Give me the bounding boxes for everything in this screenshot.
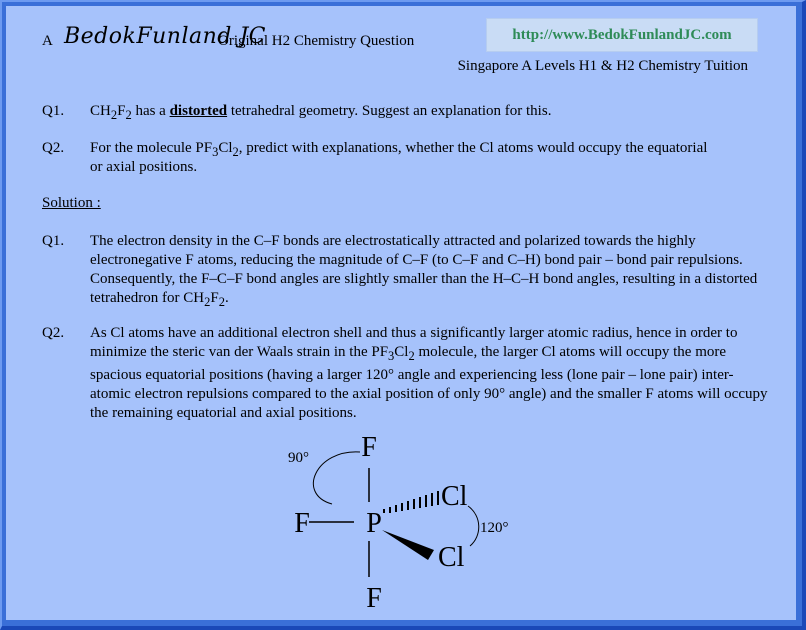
angle-label-120: 120° — [480, 520, 509, 536]
question-1-text: $CH_2F_2$ has a distorted tetrahedral geometry. Suggest an explanation for this. — [90, 103, 552, 122]
question-2-number: Q2. — [42, 140, 65, 156]
header-prefix: A — [42, 33, 53, 49]
question-2-text-line2: or axial positions. — [90, 159, 198, 175]
angle-arc-120 — [468, 506, 479, 546]
answer-1-text: The electron density in the C–F bonds are electrostatically attracted and polarized towards the highly electronegative F atoms, reducing the magnitude of C–F (to C–F and C–H) bond pair – bond pair repulsions. Consequently, the F–C–F bond angles are slightly smaller than the H–C–H bond angles, resulting in a distorted tetrahedron for $CH_2F_2$. — [90, 233, 758, 309]
solution-heading: Solution : — [42, 195, 101, 211]
atom-cl-lower: Cl — [438, 542, 465, 573]
answer-1-number: Q1. — [42, 233, 65, 249]
distorted-emphasis: distorted — [169, 103, 228, 119]
atom-f-bottom: F — [366, 583, 382, 614]
answer-2-number: Q2. — [42, 325, 65, 341]
atom-f-left: F — [294, 508, 310, 539]
question-2-text: For the molecule $PF_3Cl_2$, predict with explanations, whether the Cl atoms would occupy the equatorial — [90, 140, 708, 159]
atom-cl-upper: Cl — [441, 481, 468, 512]
atom-p-center: P — [366, 508, 382, 539]
hashed-wedge-bond — [384, 491, 438, 513]
angle-arc-90 — [313, 452, 360, 504]
angle-label-90: 90° — [288, 450, 309, 466]
header-title: Original H2 Chemistry Question — [218, 33, 415, 49]
solid-wedge-bond — [382, 530, 434, 560]
question-1-number: Q1. — [42, 103, 65, 119]
atom-f-top: F — [361, 432, 377, 463]
answer-2-text: As Cl atoms have an additional electron shell and thus a significantly larger atomic radius, hence in order to minimize the steric van der Waals strain in the $PF_3Cl_2$ molecule, the larger Cl atoms will occupy the more spacious equatorial positions (having a larger 120° angle and experiencing less (lone pair – lone pair) inter-atomic electron repulsions compared to the axial position of only 90° angle) and the smaller F atoms will occupy the remaining equatorial and axial positions. — [90, 325, 768, 421]
brand-logo-text: BedokFunland JC — [64, 24, 266, 49]
header-subtitle: Singapore A Levels H1 & H2 Chemistry Tuition — [457, 58, 748, 74]
content-card — [6, 6, 796, 620]
pf3cl2-structure-diagram — [276, 424, 536, 614]
website-link[interactable]: http://www.BedokFunlandJC.com — [486, 18, 758, 52]
